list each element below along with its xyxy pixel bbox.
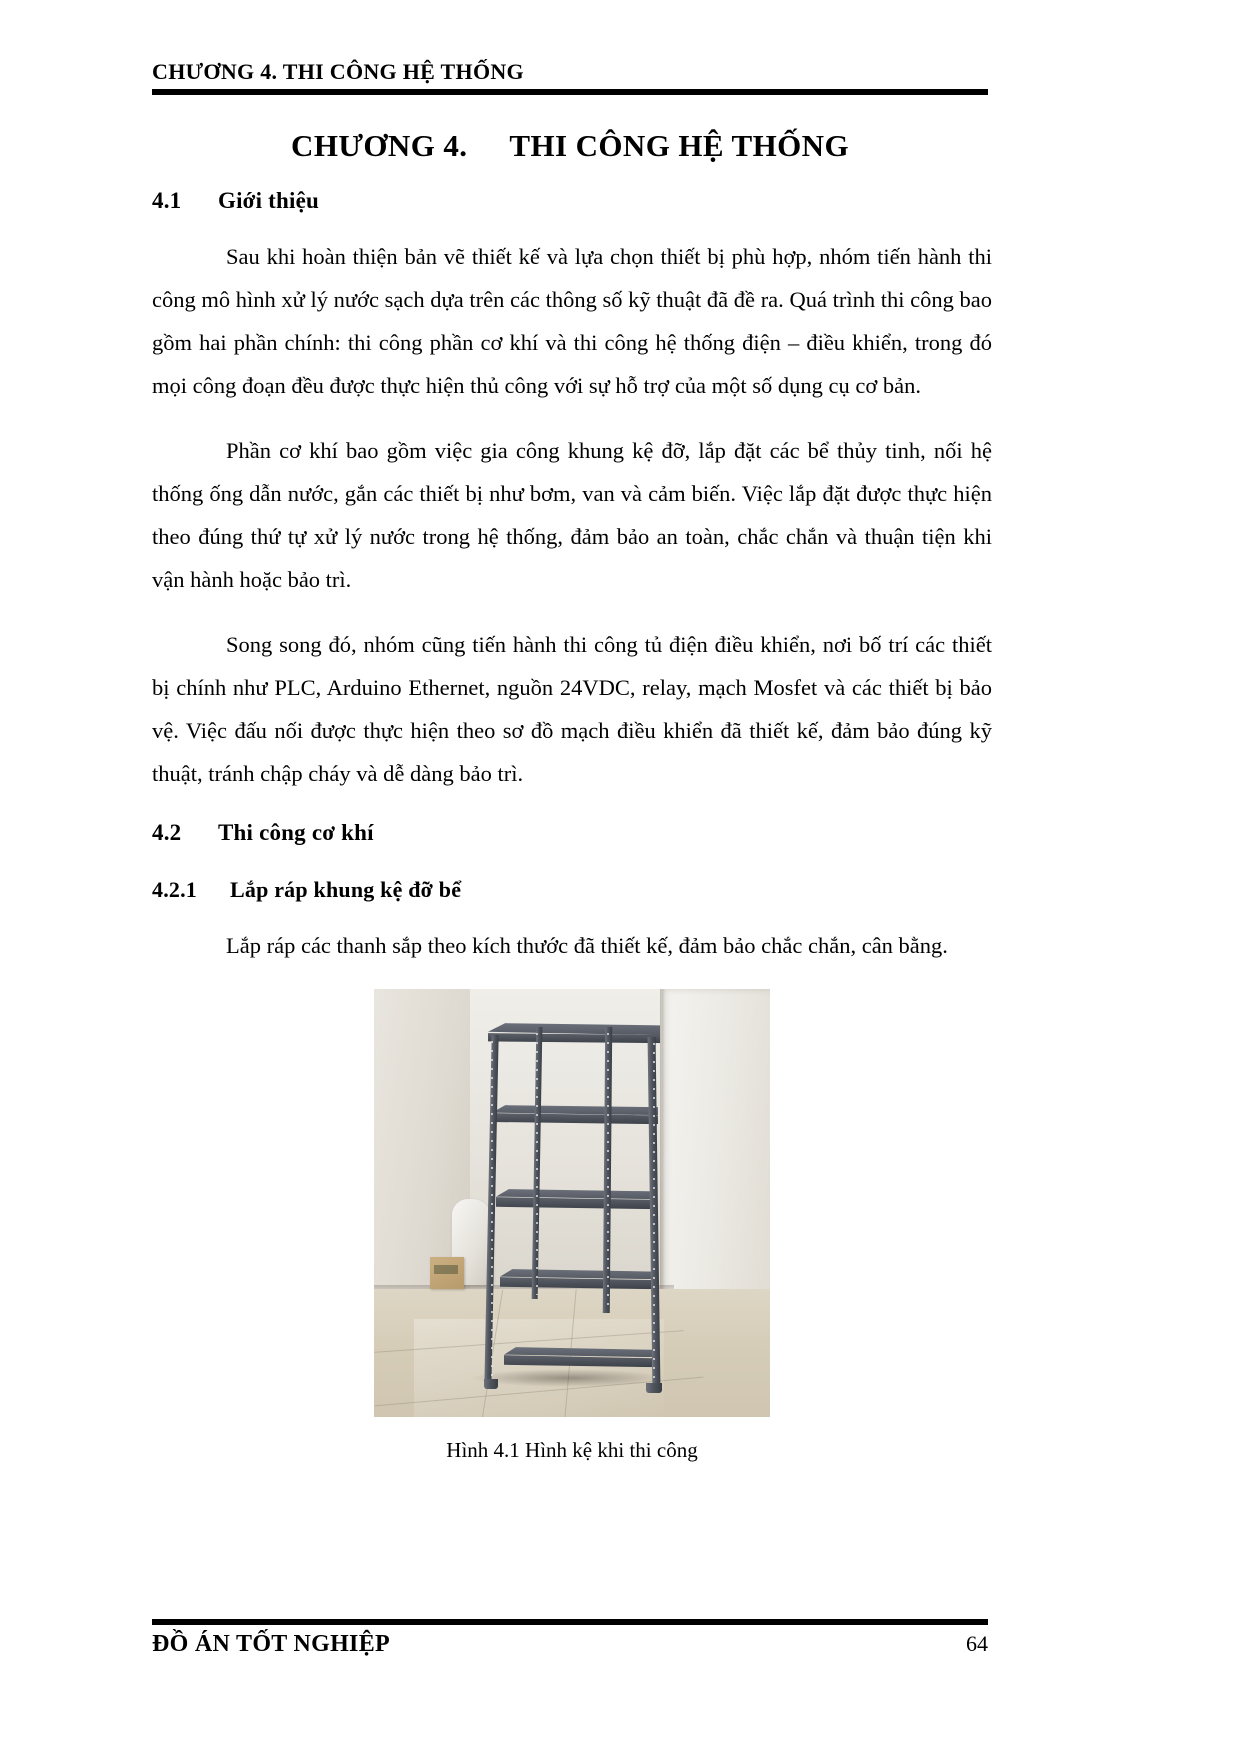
rack-post-rear-left-holes [536, 1033, 538, 1295]
rack-post-rear-right-holes [607, 1033, 609, 1309]
rack-shelf-2 [492, 1113, 658, 1124]
running-header-title: CHƯƠNG 4. THI CÔNG HỆ THỐNG [152, 59, 524, 84]
running-header [152, 58, 988, 95]
rack-shelf-top-surface [488, 1023, 660, 1035]
photo-shelving-rack [482, 1017, 672, 1387]
spacer [152, 601, 992, 623]
spacer [152, 407, 992, 429]
rack-post-front-right-holes [653, 1043, 655, 1385]
spacer [152, 217, 992, 235]
figure-4-1-image [374, 989, 770, 1417]
chapter-number: CHƯƠNG 4. [291, 128, 468, 163]
rack-shelf-3 [496, 1197, 656, 1209]
page-content [152, 185, 992, 1466]
paragraph-intro-2: Phần cơ khí bao gồm việc gia công khung kệ đỡ, lắp đặt các bể thủy tinh, nối hệ thống ống dẫn nước, gắn các thiết bị như bơm, van và cảm biến. Việc lắp đặt được thực hiện theo đúng thứ tự xử lý nước trong hệ thống, đảm bảo an toàn, chắc chắn và thuận tiện khi vận hành hoặc bảo trì. [152, 438, 992, 593]
footer-document-title: ĐỒ ÁN TỐT NGHIỆP [152, 1631, 390, 1657]
spacer [152, 795, 992, 817]
spacer [152, 906, 992, 924]
footer-page-number: 64 [966, 1631, 988, 1656]
rack-foot-right [646, 1383, 662, 1393]
paragraph-assembly: Lắp ráp các thanh sắp theo kích thước đã thiết kế, đảm bảo chắc chắn, cân bằng. [226, 933, 948, 959]
rack-post-front-left-holes [491, 1041, 493, 1381]
heading-4-2-1-text: Lắp ráp khung kệ đỡ bể [230, 877, 462, 903]
chapter-title [152, 128, 988, 164]
heading-4-1-number: 4.1 [152, 188, 182, 213]
photo-box-label [434, 1265, 458, 1274]
heading-4-2-number: 4.2 [152, 820, 182, 846]
rack-shelf-4 [500, 1277, 654, 1289]
spacer [152, 849, 992, 875]
heading-4-2-1-number: 4.2.1 [152, 877, 197, 903]
footer-divider-rule [152, 1619, 988, 1625]
heading-4-2-1 [152, 875, 992, 906]
footer-row [152, 1631, 988, 1658]
rack-shelf-1 [488, 1033, 660, 1043]
heading-4-2 [152, 817, 992, 849]
paragraph-intro-1: Sau khi hoàn thiện bản vẽ thiết kế và lựa chọn thiết bị phù hợp, nhóm tiến hành thi công mô hình xử lý nước sạch dựa trên các thông số kỹ thuật đã đề ra. Quá trình thi công bao gồm hai phần chính: thi công phần cơ khí và thi công hệ thống điện – điều khiển, trong đó mọi công đoạn đều được thực hiện thủ công với sự hỗ trợ của một số dụng cụ cơ bản. [152, 244, 992, 399]
header-divider-rule [152, 89, 988, 95]
rack-shelf-5 [504, 1355, 652, 1367]
figure-4-1-caption: Hình 4.1 Hình kệ khi thi công [446, 1438, 698, 1463]
heading-4-1-text: Giới thiệu [218, 188, 319, 213]
chapter-title-text: THI CÔNG HỆ THỐNG [509, 128, 849, 163]
heading-4-2-text: Thi công cơ khí [218, 820, 374, 846]
figure-4-1 [152, 989, 992, 1465]
rack-foot-left [484, 1379, 498, 1389]
page-footer [152, 1619, 988, 1658]
paragraph-intro-3: Song song đó, nhóm cũng tiến hành thi công tủ điện điều khiển, nơi bố trí các thiết bị chính như PLC, Arduino Ethernet, nguồn 24VDC, relay, mạch Mosfet và các thiết bị bảo vệ. Việc đấu nối được thực hiện theo sơ đồ mạch điều khiển đã thiết kế, đảm bảo đúng kỹ thuật, tránh chập cháy và dễ dàng bảo trì. [152, 632, 992, 787]
heading-4-1 [152, 185, 992, 217]
